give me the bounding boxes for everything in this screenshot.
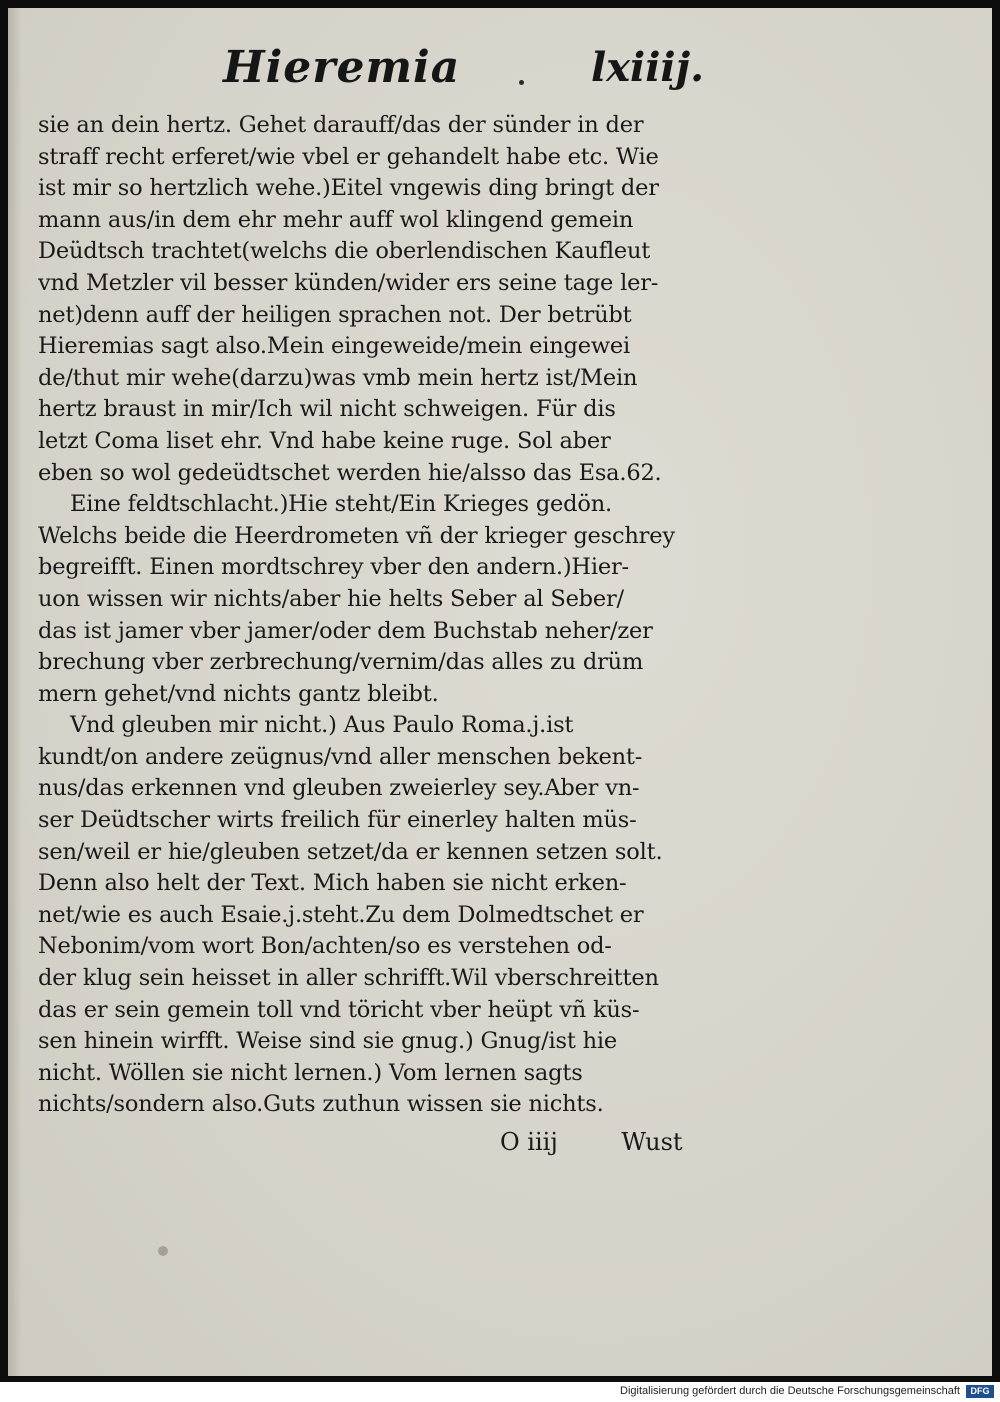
footer-bar xyxy=(0,1382,1000,1402)
running-title: Hieremia xyxy=(223,42,461,93)
text-line: hertz braust in mir/Ich wil nicht schweigen. Für dis xyxy=(38,396,616,423)
text-line: Eine feldtschlacht.)Hie steht/Ein Krieges gedön. xyxy=(70,491,612,518)
text-line: sie an dein hertz. Gehet darauff/das der sünder in der xyxy=(38,112,644,138)
text-line: Denn also helt der Text. Mich haben sie nicht erken- xyxy=(38,870,627,897)
text-line: sen/weil er hie/gleuben setzet/da er kennen setzen solt. xyxy=(38,838,663,865)
text-line: mann aus/in dem ehr mehr auff wol klingend gemein xyxy=(38,206,634,233)
text-line: ist mir so hertzlich wehe.)Eitel vngewis ding bringt der xyxy=(38,175,659,202)
text-line: de/thut mir wehe(darzu)was vmb mein hertz ist/Mein xyxy=(38,364,638,391)
gutter-shadow xyxy=(8,8,22,1376)
text-line: kundt/on andere zeügnus/vnd aller menschen bekent- xyxy=(38,743,643,770)
text-line: nicht. Wöllen sie nicht lernen.) Vom lernen sagts xyxy=(38,1059,583,1086)
book-page xyxy=(8,8,992,1376)
text-line: uon wissen wir nichts/aber hie helts Seber al Seber/ xyxy=(38,585,624,612)
text-line: Hieremias sagt also.Mein eingeweide/mein eingewei xyxy=(38,333,631,360)
text-line: Vnd gleuben mir nicht.) Aus Paulo Roma.j.ist xyxy=(70,712,574,739)
dfg-logo: DFG xyxy=(966,1385,994,1398)
text-line: Welchs beide die Heerdrometen vñ der krieger geschrey xyxy=(38,522,675,549)
text-line: nus/das erkennen vnd gleuben zweierley sey.Aber vn- xyxy=(38,775,640,802)
text-line: nichts/sondern also.Guts zuthun wissen sie nichts. xyxy=(38,1091,604,1118)
funding-credit: Digitalisierung gefördert durch die Deutsche Forschungsgemeinschaft xyxy=(620,1385,960,1397)
text-line: der klug sein heisset in aller schrifft.Wil vberschreitten xyxy=(38,965,659,992)
text-line: Nebonim/vom wort Bon/achten/so es verstehen od- xyxy=(38,933,612,960)
text-line: das ist jamer vber jamer/oder dem Buchstab neher/zer xyxy=(38,617,653,644)
text-line: mern gehet/vnd nichts gantz bleibt. xyxy=(38,680,439,707)
text-line: Deüdtsch trachtet(welchs die oberlendischen Kaufleut xyxy=(38,238,651,265)
text-line: straff recht erferet/wie vbel er gehandelt habe etc. Wie xyxy=(38,143,659,170)
text-line: sen hinein wirfft. Weise sind sie gnug.) Gnug/ist hie xyxy=(38,1028,618,1055)
body-text xyxy=(38,110,698,1121)
text-line: brechung vber zerbrechung/vernim/das alles zu drüm xyxy=(38,649,644,676)
signature-line xyxy=(500,1128,683,1156)
text-line: eben so wol gedeüdtschet werden hie/alsso das Esa.62. xyxy=(38,459,662,486)
paper-speck xyxy=(158,1246,168,1256)
text-line: vnd Metzler vil besser künden/wider ers seine tage ler- xyxy=(38,269,659,296)
text-line: net)denn auff der heiligen sprachen not. Der betrübt xyxy=(38,301,632,328)
text-line: ser Deüdtscher wirts freilich für einerley halten müs- xyxy=(38,807,637,834)
text-line: begreifft. Einen mordtschrey vber den andern.)Hier- xyxy=(38,554,629,581)
catchword: Wust xyxy=(621,1128,683,1156)
text-line: net/wie es auch Esaie.j.steht.Zu dem Dolmedtschet er xyxy=(38,901,644,928)
header-dot xyxy=(519,80,524,85)
text-line: letzt Coma liset ehr. Vnd habe keine ruge. Sol aber xyxy=(38,427,611,454)
signature-mark: O iiij xyxy=(500,1128,558,1156)
page-header xyxy=(223,42,703,110)
text-line: das er sein gemein toll vnd töricht vber heüpt vñ küs- xyxy=(38,996,640,1023)
folio-number: lxiiij. xyxy=(591,44,705,91)
